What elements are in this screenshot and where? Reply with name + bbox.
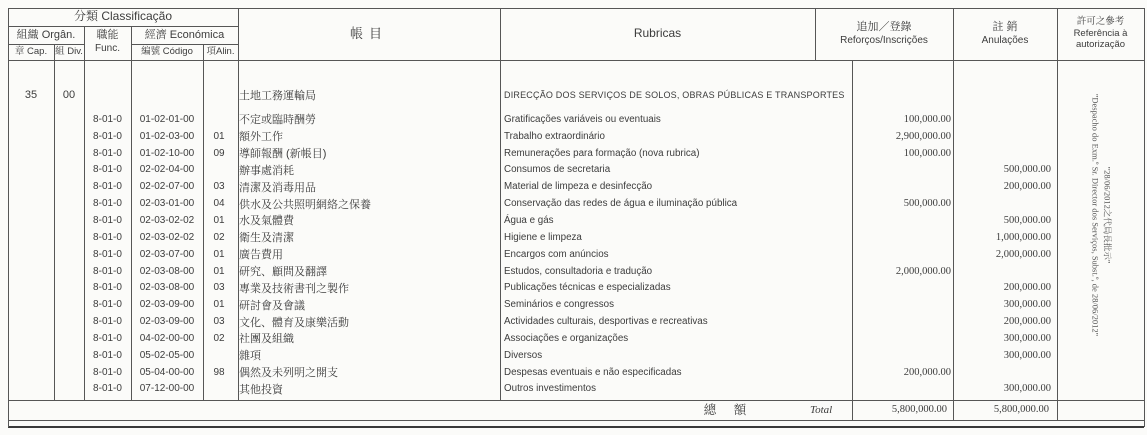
functional-code: 8-01-0 xyxy=(93,147,122,159)
account-name-zh: 雜項 xyxy=(239,350,261,363)
reinforcement-amount xyxy=(852,212,951,229)
functional-code: 8-01-0 xyxy=(93,299,122,311)
functional-code: 8-01-0 xyxy=(93,113,122,125)
header-chapter: 章 Cap. xyxy=(14,45,48,57)
cancellation-amount xyxy=(953,263,1051,280)
rubric-name-pt: Água e gás xyxy=(504,214,554,226)
account-name-zh: 文化、體育及康樂活動 xyxy=(239,316,349,329)
cancellation-amount xyxy=(953,195,1051,212)
header-cancellations-pt: Anulações xyxy=(981,35,1029,47)
table-row xyxy=(8,296,1144,313)
rubric-name-pt: Diversos xyxy=(504,349,543,361)
table-row xyxy=(8,212,1144,229)
account-name-zh: 偶然及未列明之開支 xyxy=(239,367,338,380)
economic-code: 02-03-07-00 xyxy=(139,248,195,260)
reinforcement-amount xyxy=(852,279,951,296)
functional-code: 8-01-0 xyxy=(93,214,122,226)
rubric-name-pt: Higiene e limpeza xyxy=(504,231,582,243)
alinea-code xyxy=(203,111,235,128)
alinea-code: 09 xyxy=(213,147,225,159)
header-reinforcements-pt: Reforços/Inscrições xyxy=(840,35,928,47)
alinea-code: 01 xyxy=(213,130,225,142)
account-name-zh: 專業及技術書刊之製作 xyxy=(239,282,349,295)
reinforcement-amount xyxy=(852,229,951,246)
cancellation-amount: 1,000,000.00 xyxy=(995,231,1051,243)
alinea-code: 98 xyxy=(213,366,225,378)
total-reinforcement-amount: 5,800,000.00 xyxy=(891,404,947,415)
economic-code: 02-02-04-00 xyxy=(139,164,195,176)
reinforcement-amount xyxy=(852,162,951,179)
department-division: 00 xyxy=(62,89,76,101)
grid-line xyxy=(8,60,1144,61)
table-row xyxy=(8,111,1144,128)
header-classification: 分類 Classificação xyxy=(73,9,173,24)
department-chapter: 35 xyxy=(24,89,38,101)
functional-code: 8-01-0 xyxy=(93,164,122,176)
rubric-name-pt: Conservação das redes de água e iluminação pública xyxy=(504,198,738,210)
reinforcement-amount xyxy=(852,381,951,398)
table-row xyxy=(8,330,1144,347)
authorization-note-zh: "28/06/2012之代局長批示" xyxy=(1102,166,1113,264)
cancellation-amount xyxy=(953,364,1051,381)
cancellation-amount: 300,000.00 xyxy=(1003,383,1051,395)
table-row xyxy=(8,178,1144,195)
rubric-name-pt: Gratificações variáveis ou eventuais xyxy=(504,113,661,125)
rubric-name-pt: Actividades culturais, desportivas e recreativas xyxy=(504,316,708,328)
economic-code: 02-03-09-00 xyxy=(139,299,195,311)
rubric-name-pt: Outros investimentos xyxy=(504,383,597,395)
table-row xyxy=(8,347,1144,364)
line-item-rows xyxy=(8,111,1144,397)
functional-code: 8-01-0 xyxy=(93,198,122,210)
account-name-zh: 供水及公共照明網絡之保養 xyxy=(239,198,371,211)
alinea-code: 01 xyxy=(213,248,225,260)
grid-line xyxy=(1144,8,1145,427)
functional-code: 8-01-0 xyxy=(93,366,122,378)
cancellation-amount: 200,000.00 xyxy=(1003,282,1051,294)
authorization-note-pt: "Despacho do Exm.º Sr. Director dos Serviços, Subst.º, de 28/06/2012" xyxy=(1090,93,1100,337)
alinea-code xyxy=(203,162,235,179)
cancellation-amount: 300,000.00 xyxy=(1003,349,1051,361)
cancellation-amount: 300,000.00 xyxy=(1003,332,1051,344)
table-row xyxy=(8,195,1144,212)
economic-code: 02-02-07-00 xyxy=(139,181,195,193)
account-name-zh: 辦事處消耗 xyxy=(239,164,294,177)
rubric-name-pt: Associações e organizações xyxy=(504,332,629,344)
reinforcement-amount xyxy=(852,246,951,263)
reinforcement-amount: 200,000.00 xyxy=(903,366,951,378)
account-name-zh: 導師報酬 (新帳目) xyxy=(239,148,327,161)
account-name-zh: 研討會及會議 xyxy=(239,299,305,312)
economic-code: 04-02-00-00 xyxy=(139,332,195,344)
header-functional-pt: Func. xyxy=(94,42,120,54)
economic-code: 02-03-08-00 xyxy=(139,265,195,277)
header-alinea: 項Alin. xyxy=(206,45,235,57)
rubric-name-pt: Publicações técnicas e especializadas xyxy=(504,282,671,294)
economic-code: 05-02-05-00 xyxy=(139,349,195,361)
table-row xyxy=(8,246,1144,263)
table-row xyxy=(8,279,1144,296)
account-name-zh: 其他投資 xyxy=(239,383,283,396)
department-row xyxy=(8,86,1144,104)
header-rubrics: Rubricas xyxy=(633,26,682,41)
rubric-name-pt: Seminários e congressos xyxy=(504,299,614,311)
reinforcement-amount xyxy=(852,178,951,195)
account-name-zh: 廣告費用 xyxy=(239,249,283,262)
cancellation-amount xyxy=(953,111,1051,128)
economic-code: 05-04-00-00 xyxy=(139,366,195,378)
economic-code: 02-03-02-02 xyxy=(139,231,195,243)
functional-code: 8-01-0 xyxy=(93,130,122,142)
total-cancellation-amount: 5,800,000.00 xyxy=(993,404,1049,415)
account-name-zh: 水及氣體費 xyxy=(239,215,294,228)
rubric-name-pt: Material de limpeza e desinfecção xyxy=(504,181,653,193)
alinea-code: 01 xyxy=(213,265,225,277)
department-name-pt: DIRECÇÃO DOS SERVIÇOS DE SOLOS, OBRAS PÚBLICAS E TRANSPORTES xyxy=(504,90,845,100)
header-functional xyxy=(84,26,131,63)
account-name-zh: 清潔及消毒用品 xyxy=(239,181,316,194)
cancellation-amount: 300,000.00 xyxy=(1003,299,1051,311)
grid-line xyxy=(8,420,1144,421)
economic-code: 02-03-08-00 xyxy=(139,282,195,294)
reinforcement-amount: 2,900,000.00 xyxy=(895,130,951,142)
rubric-name-pt: Remunerações para formação (nova rubrica) xyxy=(504,147,700,159)
cancellation-amount: 500,000.00 xyxy=(1003,164,1051,176)
account-name-zh: 社團及組織 xyxy=(239,333,294,346)
alinea-code xyxy=(203,381,235,398)
grid-line xyxy=(8,426,1144,428)
reinforcement-amount xyxy=(852,347,951,364)
authorization-note xyxy=(1058,60,1144,370)
account-name-zh: 研究、顧問及翻譯 xyxy=(239,266,327,279)
header-authorization-pt1: Referência à xyxy=(1073,27,1128,39)
account-name-zh: 衛生及清潔 xyxy=(239,232,294,245)
functional-code: 8-01-0 xyxy=(93,231,122,243)
table-row xyxy=(8,313,1144,330)
alinea-code: 02 xyxy=(213,231,225,243)
header-code: 編號 Código xyxy=(141,45,193,57)
reinforcement-amount: 2,000,000.00 xyxy=(895,265,951,277)
header-authorization-pt2: autorização xyxy=(1075,39,1126,51)
cancellation-amount: 200,000.00 xyxy=(1003,181,1051,193)
table-row xyxy=(8,229,1144,246)
economic-code: 01-02-03-00 xyxy=(139,130,195,142)
functional-code: 8-01-0 xyxy=(93,332,122,344)
rubric-name-pt: Trabalho extraordinário xyxy=(504,130,605,142)
cancellation-amount: 500,000.00 xyxy=(1003,214,1051,226)
header-account: 帳目 xyxy=(349,25,388,41)
total-label-pt: Total xyxy=(810,404,833,416)
alinea-code: 03 xyxy=(213,181,225,193)
rubric-name-pt: Consumos de secretaria xyxy=(504,164,611,176)
economic-code: 02-03-02-02 xyxy=(139,214,195,226)
alinea-code: 03 xyxy=(213,282,225,294)
alinea-code: 03 xyxy=(213,316,225,328)
account-name-zh: 額外工作 xyxy=(239,131,283,144)
rubric-name-pt: Estudos, consultadoria e tradução xyxy=(504,265,653,277)
account-name-zh: 不定或臨時酬勞 xyxy=(239,114,316,127)
header-cancellations-zh: 註 銷 xyxy=(992,21,1018,34)
alinea-code xyxy=(203,347,235,364)
total-label-zh: 總 額 xyxy=(703,403,747,417)
alinea-code: 01 xyxy=(213,214,225,226)
header-cancellations xyxy=(953,8,1057,60)
economic-code: 07-12-00-00 xyxy=(139,383,195,395)
reinforcement-amount xyxy=(852,296,951,313)
header-organic: 組織 Orgân. xyxy=(16,28,76,41)
table-row xyxy=(8,162,1144,179)
table-row xyxy=(8,145,1144,162)
functional-code: 8-01-0 xyxy=(93,316,122,328)
reinforcement-amount: 100,000.00 xyxy=(903,113,951,125)
alinea-code: 04 xyxy=(213,198,225,210)
functional-code: 8-01-0 xyxy=(93,383,122,395)
economic-code: 02-03-09-00 xyxy=(139,316,195,328)
header-reinforcements xyxy=(815,8,953,60)
rubric-name-pt: Encargos com anúncios xyxy=(504,248,609,260)
economic-code: 02-03-01-00 xyxy=(139,198,195,210)
table-row xyxy=(8,263,1144,280)
functional-code: 8-01-0 xyxy=(93,282,122,294)
header-authorization-zh: 許可之參考 xyxy=(1076,15,1125,27)
table-row xyxy=(8,364,1144,381)
functional-code: 8-01-0 xyxy=(93,349,122,361)
reinforcement-amount xyxy=(852,313,951,330)
economic-code: 01-02-01-00 xyxy=(139,113,195,125)
reinforcement-amount: 100,000.00 xyxy=(903,147,951,159)
cancellation-amount xyxy=(953,145,1051,162)
cancellation-amount xyxy=(953,128,1051,145)
header-economic: 經濟 Económica xyxy=(144,28,225,41)
cancellation-amount: 2,000,000.00 xyxy=(995,248,1051,260)
alinea-code: 02 xyxy=(213,332,225,344)
department-name-zh: 土地工務運輸局 xyxy=(239,90,316,102)
header-division: 組 Div. xyxy=(55,45,83,57)
reinforcement-amount: 500,000.00 xyxy=(903,198,951,210)
table-row xyxy=(8,381,1144,398)
alinea-code: 01 xyxy=(213,299,225,311)
table-row xyxy=(8,128,1144,145)
rubric-name-pt: Despesas eventuais e não especificadas xyxy=(504,366,682,378)
functional-code: 8-01-0 xyxy=(93,181,122,193)
header-reinforcements-zh: 追加／登錄 xyxy=(856,21,912,34)
functional-code: 8-01-0 xyxy=(93,248,122,260)
reinforcement-amount xyxy=(852,330,951,347)
header-authorization-ref xyxy=(1057,8,1144,60)
economic-code: 01-02-10-00 xyxy=(139,147,195,159)
header-functional-zh: 職能 xyxy=(96,29,119,41)
functional-code: 8-01-0 xyxy=(93,265,122,277)
cancellation-amount: 200,000.00 xyxy=(1003,316,1051,328)
